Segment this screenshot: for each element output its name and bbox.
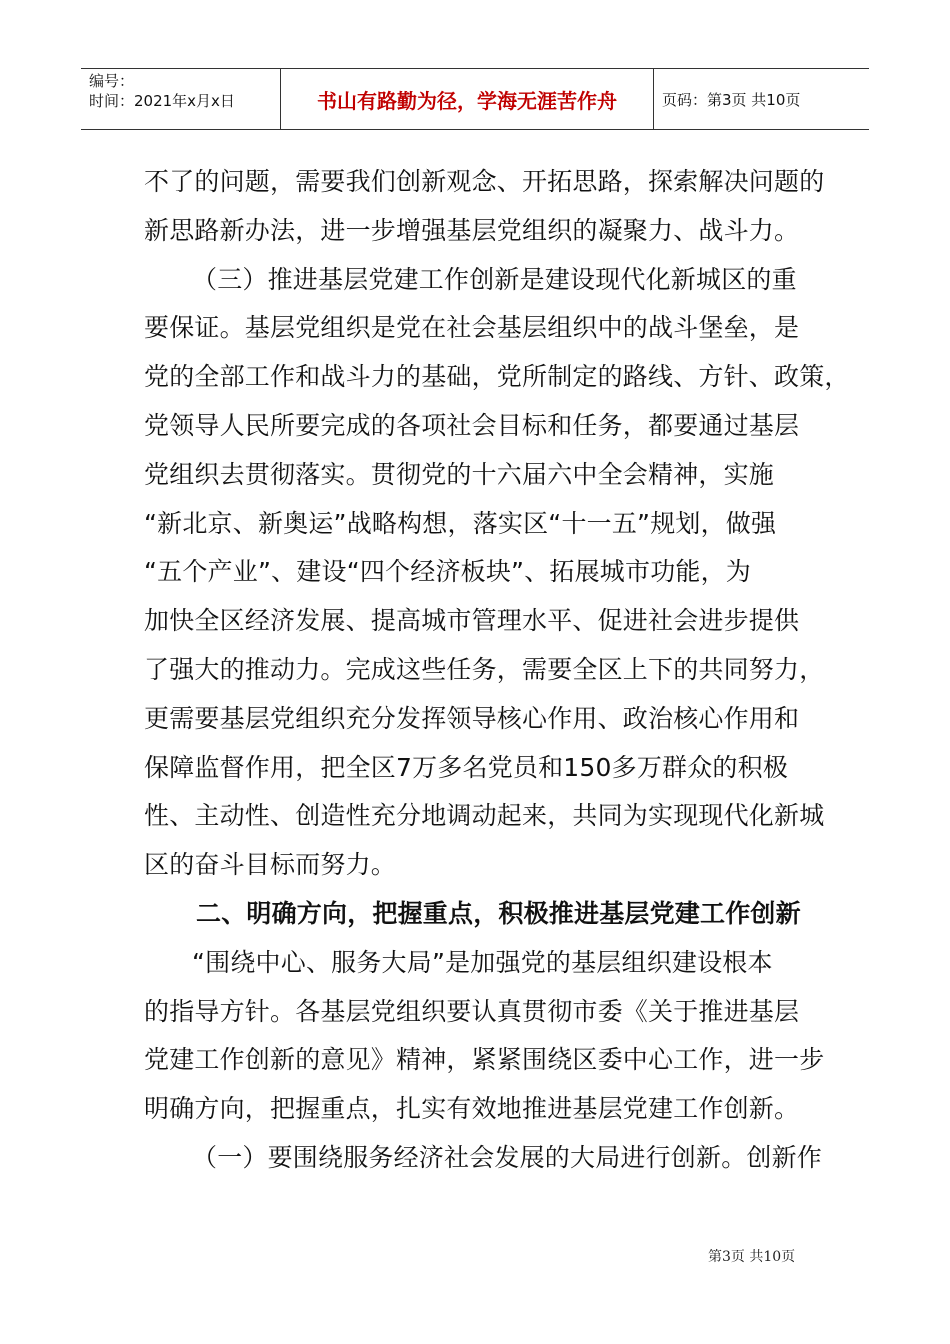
body-line: 新思路新办法，进一步增强基层党组织的凝聚力、战斗力。 <box>144 215 800 245</box>
body-line: 加快全区经济发展、提高城市管理水平、促进社会进步提供 <box>144 606 800 636</box>
section-heading: 二、明确方向，把握重点，积极推进基层党建工作创新 <box>196 898 801 928</box>
body-line: 了强大的推动力。完成这些任务，需要全区上下的共同努力， <box>144 654 825 684</box>
body-line: 更需要基层党组织充分发挥领导核心作用、政治核心作用和 <box>144 703 800 733</box>
document-number-label: 编号： <box>89 72 135 90</box>
body-line: 党建工作创新的意见》精神，紧紧围绕区委中心工作，进一步 <box>144 1045 825 1075</box>
body-line: 性、主动性、创造性充分地调动起来，共同为实现现代化新城 <box>144 801 825 831</box>
header-meta <box>81 69 281 129</box>
page-footer: 第3页 共10页 <box>708 1249 796 1265</box>
body-line: 不了的问题，需要我们创新观念、开拓思路，探索解决问题的 <box>144 167 825 196</box>
header-motto: 书山有路勤为径，学海无涯苦作舟 <box>281 69 654 129</box>
body-line: “五个产业”、建设“四个经济板块”、拓展城市功能，为 <box>144 557 752 587</box>
body-line: 党领导人民所要完成的各项社会目标和任务，都要通过基层 <box>144 410 800 440</box>
header-page-code: 页码：第3页 共10页 <box>662 90 801 109</box>
page-header <box>81 68 869 130</box>
body-line: 明确方向，把握重点，扎实有效地推进基层党建工作创新。 <box>144 1094 800 1124</box>
body-line: 党组织去贯彻落实。贯彻党的十六届六中全会精神，实施 <box>144 459 775 489</box>
body-line: 区的奋斗目标而努力。 <box>144 850 397 880</box>
body-line: “新北京、新奥运”战略构想，落实区“十一五”规划，做强 <box>144 508 777 538</box>
body-line: 要保证。基层党组织是党在社会基层组织中的战斗堡垒，是 <box>144 313 800 343</box>
body-line: “围绕中心、服务大局”是加强党的基层组织建设根本 <box>192 947 773 977</box>
document-time-label: 时间：2021年x月x日 <box>89 92 235 110</box>
body-line: 保障监督作用，把全区7万多名党员和150多万群众的积极 <box>144 752 789 782</box>
body-line: （一）要围绕服务经济社会发展的大局进行创新。创新作 <box>192 1142 823 1172</box>
body-line: （三）推进基层党建工作创新是建设现代化新城区的重 <box>192 264 797 294</box>
body-line: 的指导方针。各基层党组织要认真贯彻市委《关于推进基层 <box>144 996 800 1026</box>
body-line: 党的全部工作和战斗力的基础，党所制定的路线、方针、政策， <box>144 362 850 392</box>
document-body <box>144 158 850 1183</box>
